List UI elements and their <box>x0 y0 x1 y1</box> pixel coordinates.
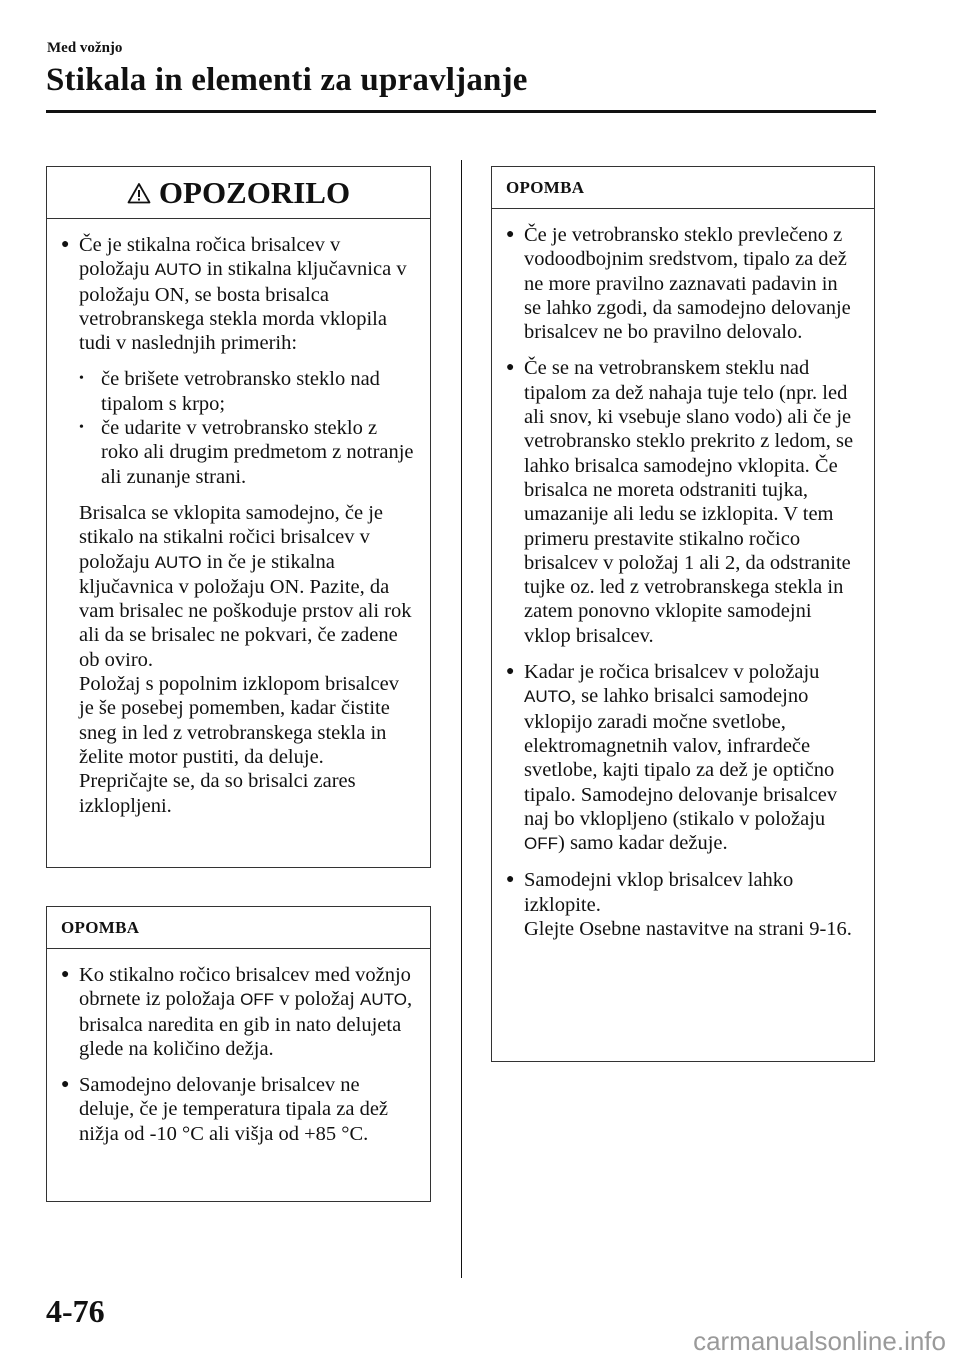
warning-item-text: Če je stikalna ročica brisalcev v položaju <box>79 234 341 281</box>
page-title: Stikala in elementi za upravljanje <box>46 62 528 98</box>
mode-label-auto: AUTO <box>524 687 571 707</box>
note-body <box>47 949 430 1168</box>
mode-label-off: OFF <box>240 990 275 1010</box>
warning-triangle-icon <box>127 182 151 204</box>
warning-item-text-cont: in stikalna ključavnica v položaju ON, se bosta brisalca vetrobranskega stekla morda vklopila tudi v naslednjih primerih: <box>79 258 407 355</box>
note-item <box>506 223 858 344</box>
note-box-left <box>46 906 431 1202</box>
warning-body <box>47 219 430 840</box>
note-item <box>61 1073 414 1146</box>
note-item <box>506 868 858 941</box>
note-box-right <box>491 166 875 1062</box>
bullet-dot-icon: ● <box>506 664 515 680</box>
note-header <box>47 907 430 949</box>
warning-title: OPOZORILO <box>158 174 351 210</box>
note-item-text: Če je vetrobransko steklo prevlečeno z vodoodbojnim sredstvom, tipalo za dež ne more pravilno zaznavati padavin in se lahko zgodi, da samodejno delovanje brisalcev ne bo pravilno delovalo. <box>524 224 851 344</box>
warning-sub-item <box>79 416 414 489</box>
warning-box <box>46 166 431 868</box>
note-title: OPOMBA <box>61 917 140 937</box>
column-divider <box>461 160 462 1278</box>
mode-label-auto: AUTO <box>360 990 407 1010</box>
page-number: 4-76 <box>46 1293 105 1329</box>
warning-header <box>47 167 430 219</box>
warning-sub-item <box>79 367 414 416</box>
warning-paragraph-text-cont: in če je stikalna ključavnica v položaju ON. Pazite, da vam brisalec ne poškoduje prstov ali rok ali da se brisalec ne pokvari, če zadene ob oviro. <box>79 550 412 671</box>
title-rule <box>46 110 876 113</box>
note-body <box>492 209 874 963</box>
watermark: carmanualsonline.info <box>693 1326 946 1356</box>
note-item <box>506 660 858 856</box>
mode-label-auto: AUTO <box>154 260 202 280</box>
bullet-dot-icon: ● <box>506 872 515 888</box>
note-item-text: Kadar je ročica brisalcev v položaju AUTO, se lahko brisalci samodejno vklopijo zaradi močne svetlobe, elektromagnetnih valov, infrardeče svetlobe, kajti tipalo za dež je optično tipalo. Samodejno delovanje brisalcev naj bo vklopljeno (stikalo v položaju OFF) samo kadar dežuje. <box>524 661 838 855</box>
note-header <box>492 167 874 209</box>
note-item-text: Samodejni vklop brisalcev lahko izklopite. Glejte Osebne nastavitve na strani 9-16. <box>524 868 858 941</box>
bullet-dot-icon: ● <box>506 360 515 376</box>
warning-sub-item-text: če udarite v vetrobransko steklo z roko ali drugim predmetom z notranje ali zunanje strani. <box>101 417 414 488</box>
note-item-text: Če se na vetrobranskem steklu nad tipalom za dež nahaja tuje telo (npr. led ali snov, ki vsebuje slano vodo) ali če je vetrobransko steklo prekrito z ledom, se lahko brisalca samodejno vklopita. Če brisalca ne moreta odstraniti tujka, umazanije ali ledu se izklopita. V tem primeru prestavite stikalno ročico brisalcev v položaj 1 ali 2, da odstranite tujke oz. led z vetrobranskega stekla in zatem ponovno vklopite samodejni vklop brisalcev. <box>524 357 854 647</box>
warning-sub-item-text: če brišete vetrobransko steklo nad tipalom s krpo; <box>101 368 380 415</box>
page-reference: Glejte Osebne nastavitve na strani 9-16. <box>524 918 852 941</box>
mode-label-auto: AUTO <box>154 552 202 572</box>
bullet-dot-icon: ● <box>506 227 515 242</box>
note-item-text: Ko stikalno ročico brisalcev med vožnjo obrnete iz položaja OFF v položaj AUTO, brisalca naredita en gib in nato delujeta glede na količino dežja. <box>79 964 413 1060</box>
bullet-dot-icon: ● <box>61 237 70 252</box>
note-item <box>61 963 414 1061</box>
note-item <box>506 356 858 648</box>
bullet-dot-icon: • <box>79 420 84 436</box>
bullet-dot-icon: ● <box>61 967 70 982</box>
bullet-dot-icon: ● <box>61 1077 70 1093</box>
mode-label-off: OFF <box>524 834 558 854</box>
warning-item <box>61 233 414 818</box>
note-item-text: Samodejno delovanje brisalcev ne deluje, če je temperatura tipala za dež nižja od -10 °C ali višja od +85 °C. <box>79 1074 389 1145</box>
note-title: OPOMBA <box>506 177 585 197</box>
section-label: Med vožnjo <box>47 40 123 56</box>
bullet-dot-icon: • <box>79 371 84 387</box>
warning-paragraph-2: Položaj s popolnim izklopom brisalcev je še posebej pomemben, kadar čistite sneg in led z vetrobranskega stekla in želite motor pustiti, da deluje. Prepričajte se, da so brisalci zares izklopljeni. <box>79 673 399 817</box>
warning-paragraph-text: Brisalca se vklopita samodejno, če je stikalo na stikalni ročici brisalcev v položaju <box>79 501 383 573</box>
warning-paragraph <box>79 501 414 672</box>
